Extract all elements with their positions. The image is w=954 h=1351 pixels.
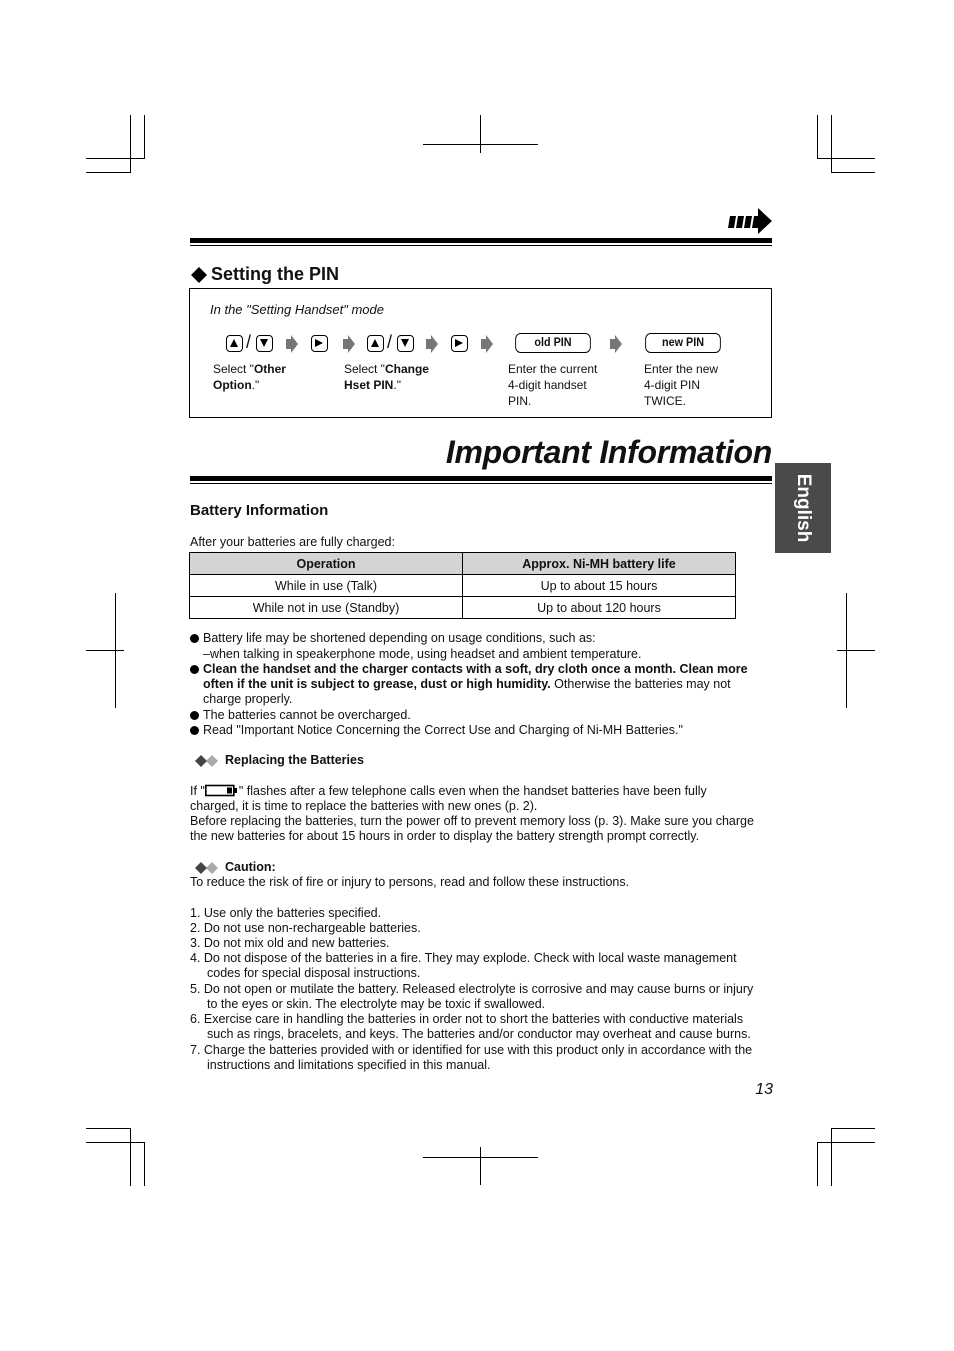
section-title: Setting the PIN <box>211 264 340 284</box>
replacing-line: charged, it is time to replace the batteries with new ones (p. 2). <box>190 799 538 813</box>
list-item: such as rings, bracelets, and keys. The batteries and/or conductor may overheat and cause burns. <box>207 1027 751 1041</box>
replacing-line: If " " flashes after a few telephone calls even when the handset batteries have been fully <box>190 784 707 798</box>
list-item: 1. Use only the batteries specified. <box>190 906 382 920</box>
battery-table <box>189 552 736 619</box>
list-item: 2. Do not use non-rechargeable batteries. <box>190 921 421 935</box>
list-item: to the eyes or skin. The electrolyte may be toxic if swallowed. <box>207 997 546 1011</box>
flow-arrow-icon <box>610 335 622 353</box>
table-cell: While not in use (Standby) <box>190 597 463 619</box>
down-arrow-key-icon <box>397 335 414 352</box>
table-header: Approx. Ni-MH battery life <box>463 553 736 575</box>
step1-caption: Select "Other Option." <box>213 362 286 392</box>
table-row <box>190 597 736 619</box>
flow-arrow-icon <box>343 335 355 353</box>
continue-arrow-icon <box>728 207 774 235</box>
battery-low-icon <box>205 784 239 797</box>
list-item: 6. Exercise care in handling the batteries in order not to short the batteries with conductive materials <box>190 1012 744 1026</box>
table-header-row <box>190 553 736 575</box>
battery-intro: After your batteries are fully charged: <box>190 535 395 549</box>
bullet-dot-icon <box>190 726 199 735</box>
table-cell: While in use (Talk) <box>190 575 463 597</box>
list-item: 5. Do not open or mutilate the battery. Released electrolyte is corrosive and may cause burns or injury <box>190 982 754 996</box>
down-arrow-key-icon <box>256 335 273 352</box>
bullet-dot-icon <box>190 634 199 643</box>
caution-heading: Caution: <box>225 860 276 874</box>
replacing-line: the new batteries for about 15 hours in order to display the battery strength prompt correctly. <box>190 829 700 843</box>
up-arrow-key-icon <box>367 335 384 352</box>
language-tab-label: English <box>793 473 814 543</box>
right-arrow-key-icon <box>451 335 468 352</box>
list-item: 3. Do not mix old and new batteries. <box>190 936 390 950</box>
list-item: 7. Charge the batteries provided with or identified for use with this product only in accordance with the <box>190 1043 753 1057</box>
new-pin-button: new PIN <box>645 333 721 353</box>
table-header: Operation <box>190 553 463 575</box>
language-tab <box>775 463 831 553</box>
flow-arrow-icon <box>481 335 493 353</box>
table-cell: Up to about 15 hours <box>463 575 736 597</box>
bullet-dot-icon <box>190 665 199 674</box>
flow-arrow-icon <box>426 335 438 353</box>
caution-intro: To reduce the risk of fire or injury to persons, read and follow these instructions. <box>190 875 630 889</box>
page-title: Important Information <box>445 434 772 470</box>
double-diamond-icon <box>193 861 219 875</box>
replacing-line: Before replacing the batteries, turn the power off to prevent memory loss (p. 3). Make sure you charge <box>190 814 754 828</box>
table-row <box>190 575 736 597</box>
mode-text: In the "Setting Handset" mode <box>210 302 385 317</box>
table-cell: Up to about 120 hours <box>463 597 736 619</box>
step2-caption: Select "Change Hset PIN." <box>344 362 429 392</box>
bullet-dot-icon <box>190 711 199 720</box>
step4-caption: Enter the new 4-digit PIN TWICE. <box>644 362 719 408</box>
flow-arrow-icon <box>286 335 298 353</box>
list-item: instructions and limitations specified in this manual. <box>207 1058 491 1072</box>
list-item: codes for special disposal instructions. <box>207 966 421 980</box>
step3-caption: Enter the current 4-digit handset PIN. <box>508 362 598 408</box>
diamond-bullet-icon <box>190 266 208 284</box>
page-number: 13 <box>755 1081 773 1098</box>
double-diamond-icon <box>193 754 219 768</box>
list-item: 4. Do not dispose of the batteries in a fire. They may explode. Check with local waste management <box>190 951 737 965</box>
battery-heading: Battery Information <box>190 502 329 519</box>
right-arrow-key-icon <box>311 335 328 352</box>
replacing-heading: Replacing the Batteries <box>225 753 364 767</box>
up-arrow-key-icon <box>226 335 243 352</box>
old-pin-button: old PIN <box>515 333 591 353</box>
